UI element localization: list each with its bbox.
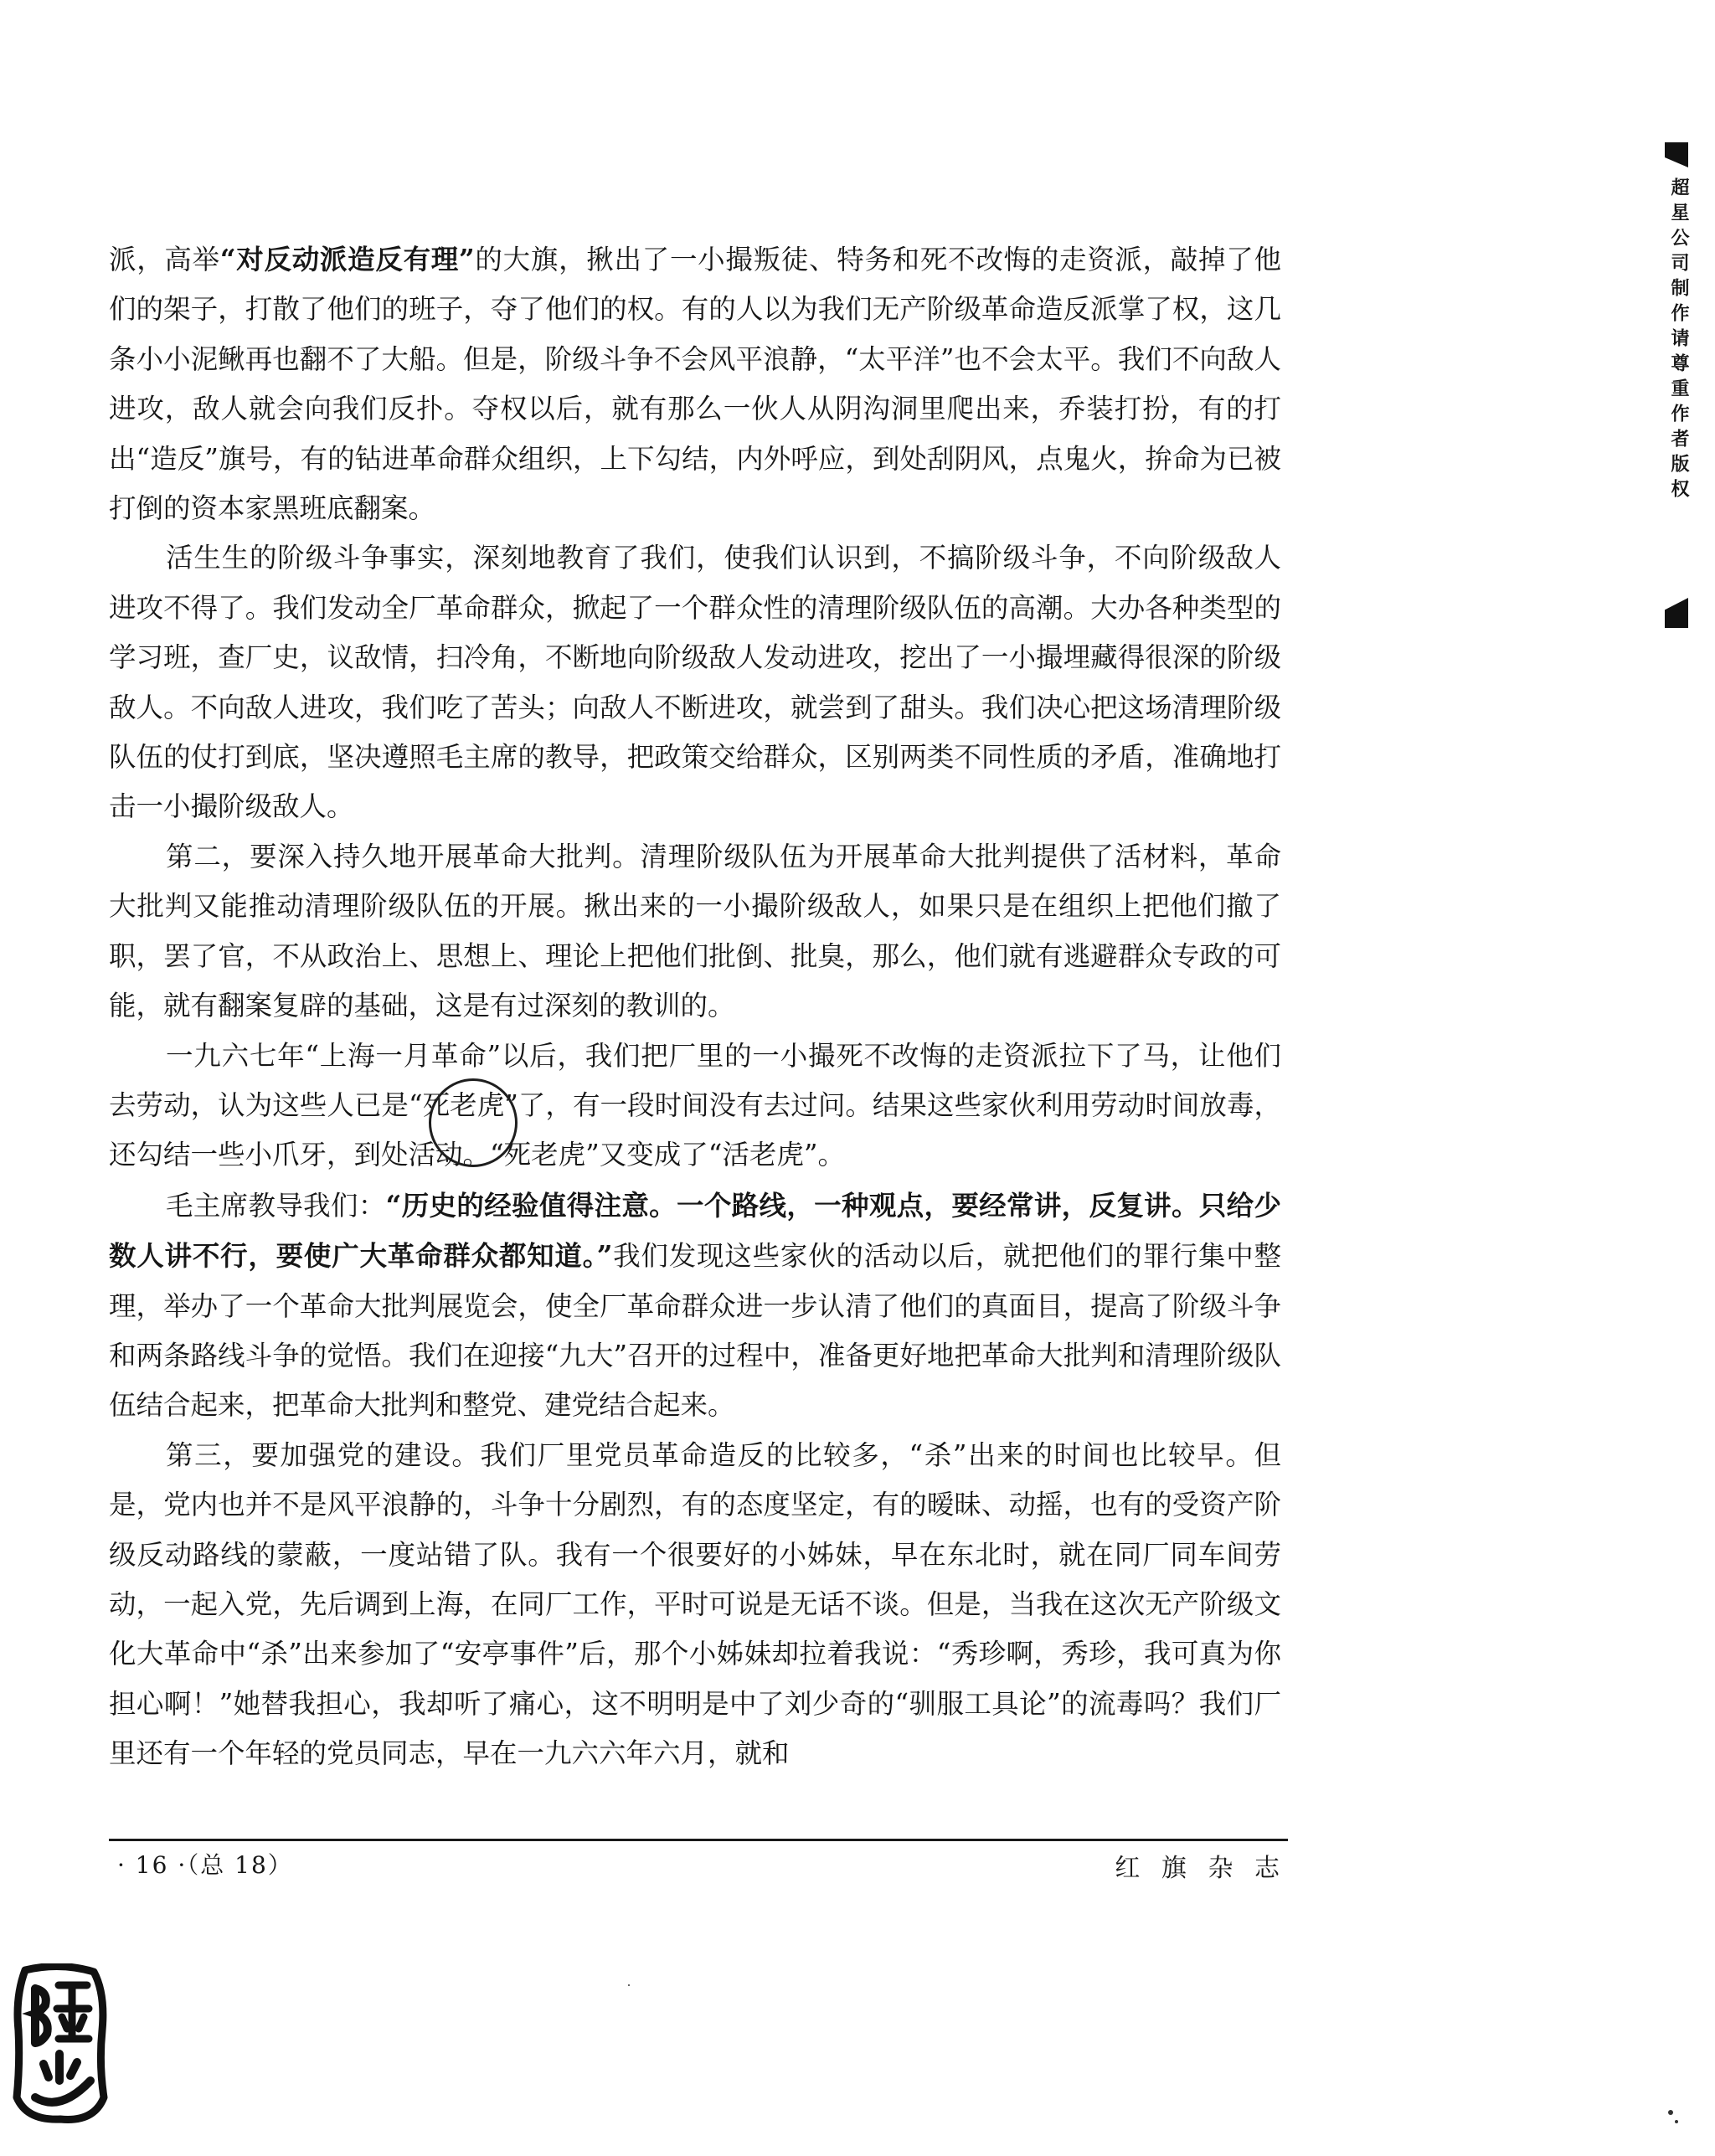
watermark-top-bar [1665,142,1688,167]
paragraph-5-text-a: 毛主席教导我们： [166,1189,386,1222]
journal-name: 红 旗 杂 志 [1115,1854,1286,1883]
scan-speck [1668,2110,1673,2115]
paragraph-5-text-c: 我们发现这些家伙的活动以后，就把他们的罪行集中整理，举办了一个革命大批判展览会，使全厂革命群众进一步认清了他们的真面目，提高了阶级斗争和两条路线斗争的觉悟。我们在迎接“九大”召开的过程中，准备更好地把革命大批判和清理阶级队伍结合起来，把革命大批判和整党、建党结合起来。 [109,1240,1281,1422]
seal-icon [10,1963,109,2127]
paragraph-3: 第二，要深入持久地开展革命大批判。清理阶级队伍为开展革命大批判提供了活材料，革命大批判又能推动清理阶级队伍的开展。揪出来的一小撮阶级敌人，如果只是在组织上把他们撤了职，罢了官，不从政治上、思想上、理论上把他们批倒、批臭，那么，他们就有逃避群众专政的可能，就有翻案复辟的基础，这是有过深刻的教训的。 [109,840,1281,1022]
paragraph-1-text-c: 的大旗，揪出了一小撮叛徒、特务和死不改悔的走资派，敲掉了他们的架子，打散了他们的班子，夺了他们的权。有的人以为我们无产阶级革命造反派掌了权，这几条小小泥鳅再也翻不了大船。但是，阶级斗争不会风平浪静，“太平洋”也不会太平。我们不向敌人进攻，敌人就会向我们反扑。夺权以后，就有那么一伙人从阴沟洞里爬出来，乔装打扮，有的打出“造反”旗号，有的钻进革命群众组织，上下勾结，内外呼应，到处刮阴风，点鬼火，拚命为已被打倒的资本家黑班底翻案。 [109,244,1281,525]
paragraph-2: 活生生的阶级斗争事实，深刻地教育了我们，使我们认识到，不搞阶级斗争，不向阶级敌人进攻不得了。我们发动全厂革命群众，掀起了一个群众性的清理阶级队伍的高潮。大办各种类型的学习班，查厂史，议敌情，扫冷角，不断地向阶级敌人发动进攻，挖出了一小撮埋藏得很深的阶级敌人。不向敌人进攻，我们吃了苦头；向敌人不断进攻，就尝到了甜头。我们决心把这场清理阶级队伍的仗打到底，坚决遵照毛主席的教导，把政策交给群众，区别两类不同性质的矛盾，准确地打击一小撮阶级敌人。 [109,542,1281,823]
paragraph-1-bold-slogan: “对反动派造反有理” [219,243,475,275]
paragraph-5 [109,1181,1281,1431]
article-body [109,234,1281,1779]
paragraph-1 [109,234,1281,533]
watermark-bottom-bar [1665,598,1688,628]
paragraph-1-text-a: 派，高举 [109,244,220,275]
footer-divider [109,1839,1288,1841]
paragraph-4: 一九六七年“上海一月革命”以后，我们把厂里的一小撮死不改悔的走资派拉下了马，让他们去劳动，认为这些人已是“死老虎”了，有一段时间没有去过问。结果这些家伙利用劳动时间放毒，还勾结一些小爪牙，到处活动。“死老虎”又变成了“活老虎”。 [109,1039,1281,1171]
paragraph-6: 第三，要加强党的建设。我们厂里党员革命造反的比较多，“杀”出来的时间也比较早。但是，党内也并不是风平浪静的，斗争十分剧烈，有的态度坚定，有的暧昧、动摇，也有的受资产阶级反动路线的蒙蔽，一度站错了队。我有一个很要好的小姊妹，早在东北时，就在同厂同车间劳动，一起入党，先后调到上海，在同厂工作，平时可说是无话不谈。但是，当我在这次无产阶级文化大革命中“杀”出来参加了“安亭事件”后，那个小姊妹却拉着我说：“秀珍啊，秀珍，我可真为你担心啊！”她替我担心，我却听了痛心，这不明明是中了刘少奇的“驯服工具论”的流毒吗？我们厂里还有一个年轻的党员同志，早在一九六六年六月，就和 [109,1438,1281,1770]
scan-speck [628,1984,630,1986]
handwritten-circle-mark [429,1078,518,1167]
page-number: · 16 ·（总 18） [117,1851,293,1879]
scan-speck [1675,2120,1678,2123]
watermark-text: 超星公司制作请尊重作者版权 [1668,178,1689,504]
paragraph-5-bold-quote: “历史的经验值得注意。一个路线，一种观点，要经常讲，反复讲。只给少数人讲不行，要使广大革命群众都知道。” [109,1188,1281,1273]
scan-watermark [1665,142,1692,628]
